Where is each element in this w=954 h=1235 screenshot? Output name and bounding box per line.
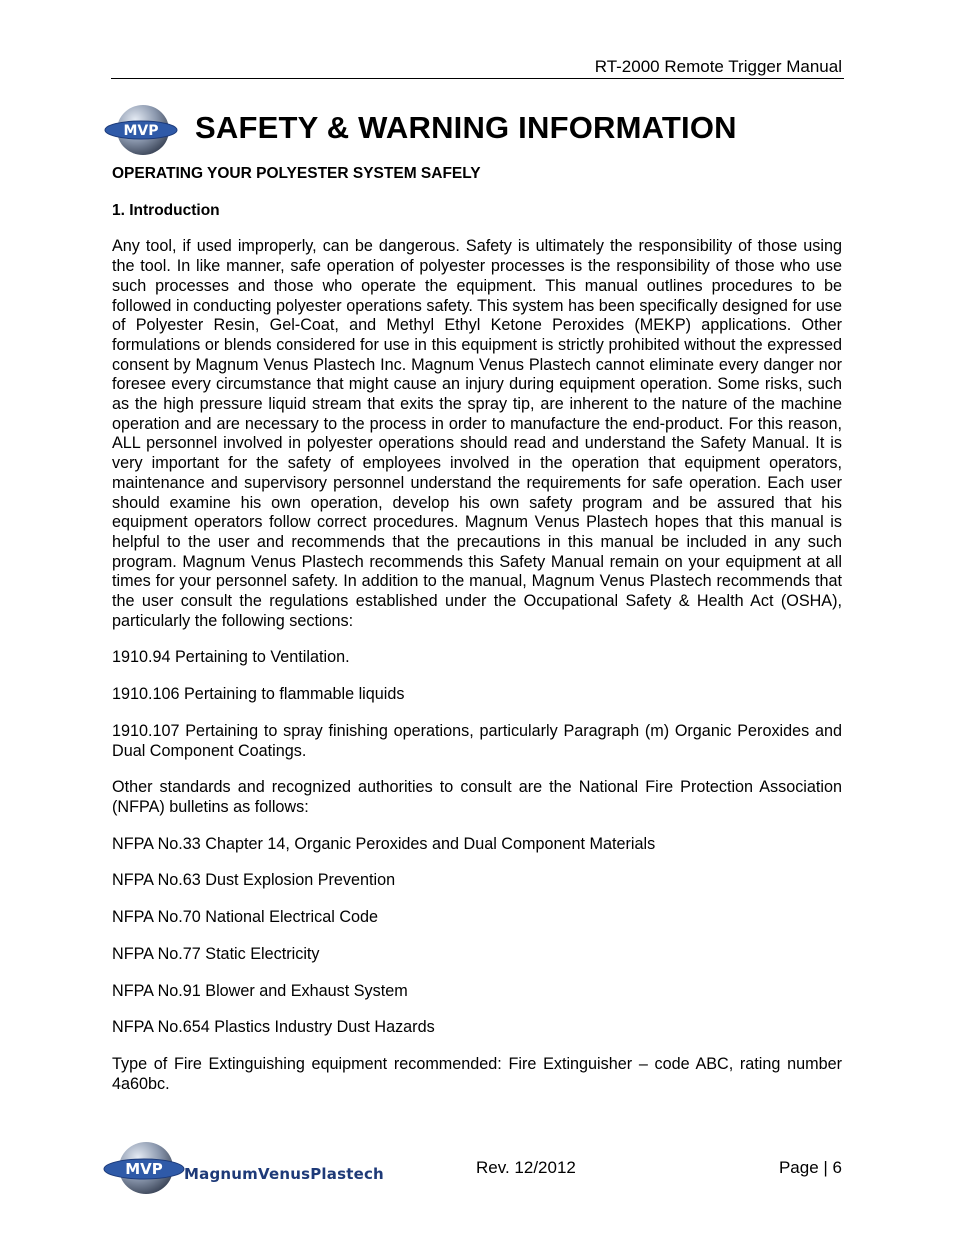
footer-logo-text: MVP bbox=[125, 1160, 163, 1178]
mvp-logo-icon bbox=[104, 103, 182, 157]
document-body bbox=[112, 164, 842, 1111]
paragraph: Type of Fire Extinguishing equipment recommended: Fire Extinguisher – code ABC, rating number 4a60bc. bbox=[112, 1054, 842, 1093]
paragraph: 1910.94 Pertaining to Ventilation. bbox=[112, 648, 350, 667]
paragraph: NFPA No.33 Chapter 14, Organic Peroxides and Dual Component Materials bbox=[112, 834, 656, 853]
footer-brand: MagnumVenusPlastech bbox=[184, 1165, 384, 1183]
paragraph: NFPA No.63 Dust Explosion Prevention bbox=[112, 871, 396, 890]
section-heading: OPERATING YOUR POLYESTER SYSTEM SAFELY bbox=[112, 165, 481, 182]
paragraph: Any tool, if used improperly, can be dangerous. Safety is ultimately the responsibility of those using the tool. In like manner, safe operation of polyester processes is the responsibility of those who use such processes and those who operate the equipment. This manual outlines procedures to be followed in conducting polyester operations safety. This system has been specifically designed for use of Polyester Resin, Gel-Coat, and Methyl Ethyl Ketone Peroxides (MEKP) applications. Other formulations or blends considered for use in this equipment is strictly prohibited without the expressed consent by Magnum Venus Plastech Inc. Magnum Venus Plastech cannot eliminate every danger nor foresee every circumstance that might cause an injury during equipment operation. Some risks, such as the high pressure liquid stream that exits the spray tip, are inherent to the nature of the machine operation and are necessary to the process in order to manufacture the end-product. For this reason, ALL personnel involved in polyester operations should read and understand the Safety Manual. It is very important for the safety of employees involved in the operation that equipment operators, maintenance and supervisory personnel understand the requirements for safe operation. Each user should examine his own operation, develop his own safety program and be assured that his equipment operators follow correct procedures. Magnum Venus Plastech hopes that this manual is helpful to the user and recommends that the precautions in this manual be included in any such program. Magnum Venus Plastech recommends this Safety Manual remain on your equipment at all times for your personnel safety. In addition to the manual, Magnum Venus Plastech recommends that the user consult the regulations established under the Occupational Safety & Health Act (OSHA), particularly the following sections: bbox=[112, 237, 842, 630]
footer-mvp-logo-icon bbox=[100, 1140, 190, 1196]
paragraph: 1910.107 Pertaining to spray finishing operations, particularly Paragraph (m) Organic Peroxides and Dual Component Coatings. bbox=[112, 721, 842, 760]
page-title: SAFETY & WARNING INFORMATION bbox=[195, 110, 737, 145]
paragraph: NFPA No.70 National Electrical Code bbox=[112, 908, 379, 927]
paragraph: 1910.106 Pertaining to flammable liquids bbox=[112, 685, 405, 704]
footer-revision: Rev. 12/2012 bbox=[476, 1158, 576, 1177]
subsection-heading: 1. Introduction bbox=[112, 201, 220, 219]
paragraph: NFPA No.654 Plastics Industry Dust Hazards bbox=[112, 1018, 435, 1037]
paragraph: NFPA No.91 Blower and Exhaust System bbox=[112, 981, 408, 1000]
paragraph: NFPA No.77 Static Electricity bbox=[112, 944, 320, 963]
header-title: RT-2000 Remote Trigger Manual bbox=[594, 57, 842, 76]
header-divider bbox=[111, 78, 844, 79]
logo-text: MVP bbox=[123, 123, 159, 139]
footer-page-number: Page | 6 bbox=[778, 1158, 842, 1177]
paragraph: Other standards and recognized authorities to consult are the National Fire Protection Association (NFPA) bulletins as follows: bbox=[112, 778, 842, 816]
